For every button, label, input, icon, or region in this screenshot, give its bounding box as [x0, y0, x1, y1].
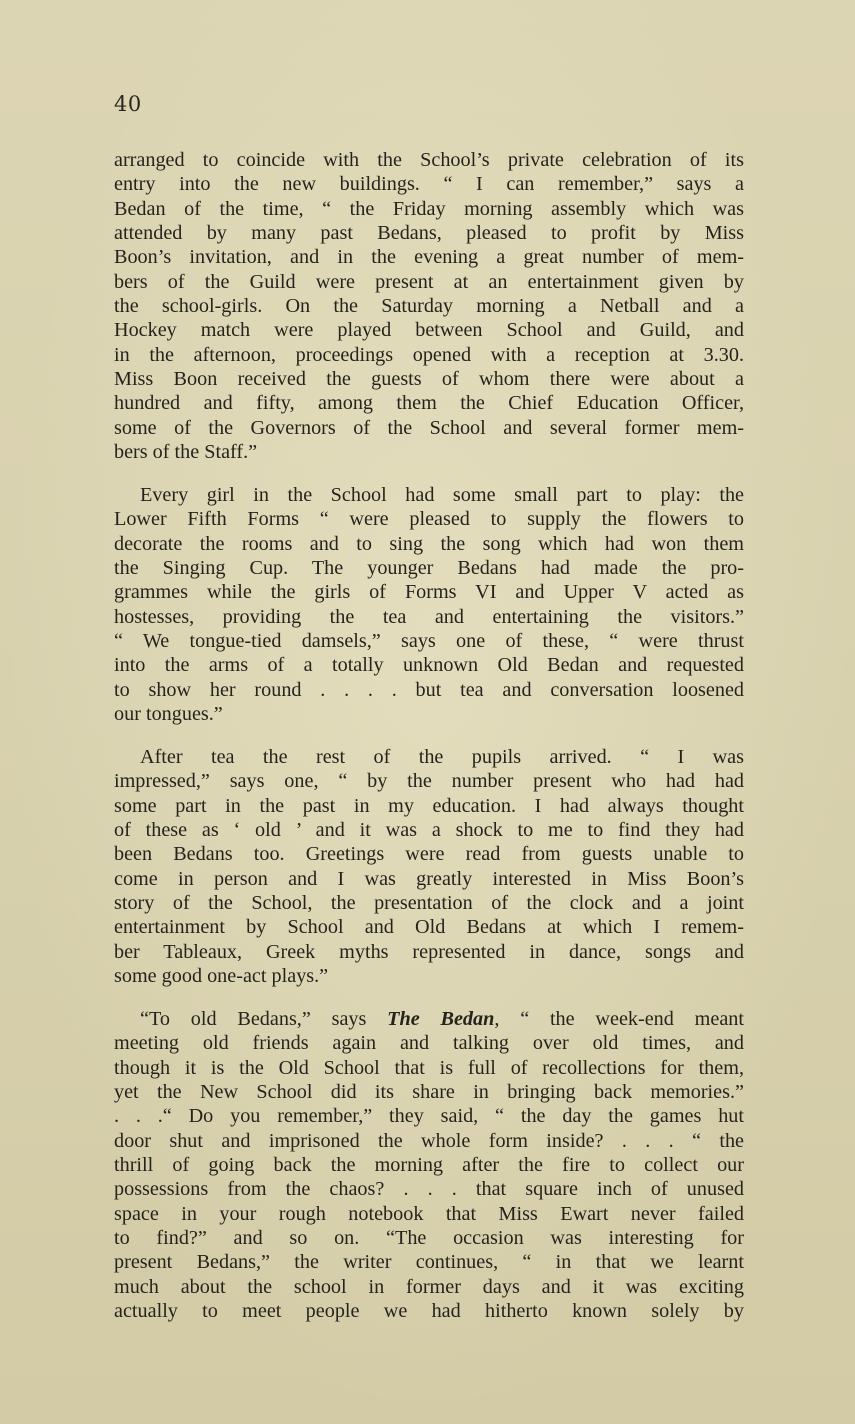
text-line: possessions from the chaos? . . . that square inch of unused [114, 1178, 744, 1201]
text-line: into the arms of a totally unknown Old Bedan and requested [114, 654, 744, 677]
publication-title: The Bedan [387, 1008, 495, 1030]
text-line: story of the School, the presentation of the clock and a joint [114, 892, 744, 915]
text-line: in the afternoon, proceedings opened with a reception at 3.30. [114, 343, 744, 366]
paragraph-3 [114, 745, 744, 988]
paragraph-4 [114, 1007, 744, 1323]
text-line: present Bedans,” the writer continues, “ in that we learnt [114, 1251, 744, 1274]
text-line: the Singing Cup. The younger Bedans had made the pro- [114, 557, 744, 580]
text-line: some good one-act plays.” [114, 965, 329, 988]
text-line: Miss Boon received the guests of whom there were about a [114, 368, 744, 391]
text-line: our tongues.” [114, 703, 223, 726]
text-line: of these as ‘ old ’ and it was a shock to me to find they had [114, 819, 744, 842]
text-line: arranged to coincide with the School’s private celebration of its [114, 149, 744, 171]
text-line: though it is the Old School that is full of recollections for them, [114, 1056, 744, 1079]
page-number: 40 [114, 92, 142, 116]
text-line: . . .“ Do you remember,” they said, “ the day the games hut [114, 1105, 744, 1128]
text-line: attended by many past Bedans, pleased to profit by Miss [114, 222, 744, 245]
text-line: After tea the rest of the pupils arrived. “ I was [140, 746, 744, 768]
text-line: entry into the new buildings. “ I can remember,” says a [114, 173, 744, 196]
text-line: yet the New School did its share in bringing back memories.” [114, 1081, 744, 1104]
text-line: hundred and fifty, among them the Chief Education Officer, [114, 392, 744, 415]
text-line: entertainment by School and Old Bedans at which I remem- [114, 916, 744, 939]
paragraph-2 [114, 483, 744, 726]
text-line: some part in the past in my education. I had always thought [114, 794, 744, 817]
text-line: space in your rough notebook that Miss Ewart never failed [114, 1202, 744, 1225]
text-line: much about the school in former days and it was exciting [114, 1275, 744, 1298]
text-line: the school-girls. On the Saturday morning a Netball and a [114, 295, 744, 318]
text-line: “ We tongue-tied damsels,” says one of these, “ were thrust [114, 630, 744, 653]
text-line: thrill of going back the morning after the fire to collect our [114, 1154, 744, 1177]
text-line: come in person and I was greatly interested in Miss Boon’s [114, 867, 744, 890]
text-line: bers of the Staff.” [114, 441, 258, 464]
text-line: Every girl in the School had some small part to play: the [140, 484, 744, 506]
text-line: meeting old friends again and talking over old times, and [114, 1032, 744, 1055]
text-line: hostesses, providing the tea and entertaining the visitors.” [114, 605, 744, 628]
text-line: grammes while the girls of Forms VI and Upper V acted as [114, 581, 744, 604]
text-line: Bedan of the time, “ the Friday morning assembly which was [114, 197, 744, 220]
text-line: door shut and imprisoned the whole form inside? . . . “ the [114, 1129, 744, 1152]
text-line: “To old Bedans,” says The Bedan, “ the week-end meant [140, 1008, 744, 1030]
text-line: Boon’s invitation, and in the evening a great number of mem- [114, 246, 744, 269]
text-line: some of the Governors of the School and several former mem- [114, 416, 744, 439]
paragraph-1 [114, 148, 744, 464]
text-line: actually to meet people we had hitherto known solely by [114, 1300, 744, 1323]
text-line: bers of the Guild were present at an entertainment given by [114, 270, 744, 293]
text-line: ber Tableaux, Greek myths represented in dance, songs and [114, 940, 744, 963]
text-line: been Bedans too. Greetings were read from guests unable to [114, 843, 744, 866]
text-line: decorate the rooms and to sing the song which had won them [114, 532, 744, 555]
text-line: Lower Fifth Forms “ were pleased to supply the flowers to [114, 508, 744, 531]
text-line: to show her round . . . . but tea and conversation loosened [114, 678, 744, 701]
text-line: to find?” and so on. “The occasion was interesting for [114, 1227, 744, 1250]
text-line: Hockey match were played between School and Guild, and [114, 319, 744, 342]
text-line: impressed,” says one, “ by the number present who had had [114, 770, 744, 793]
